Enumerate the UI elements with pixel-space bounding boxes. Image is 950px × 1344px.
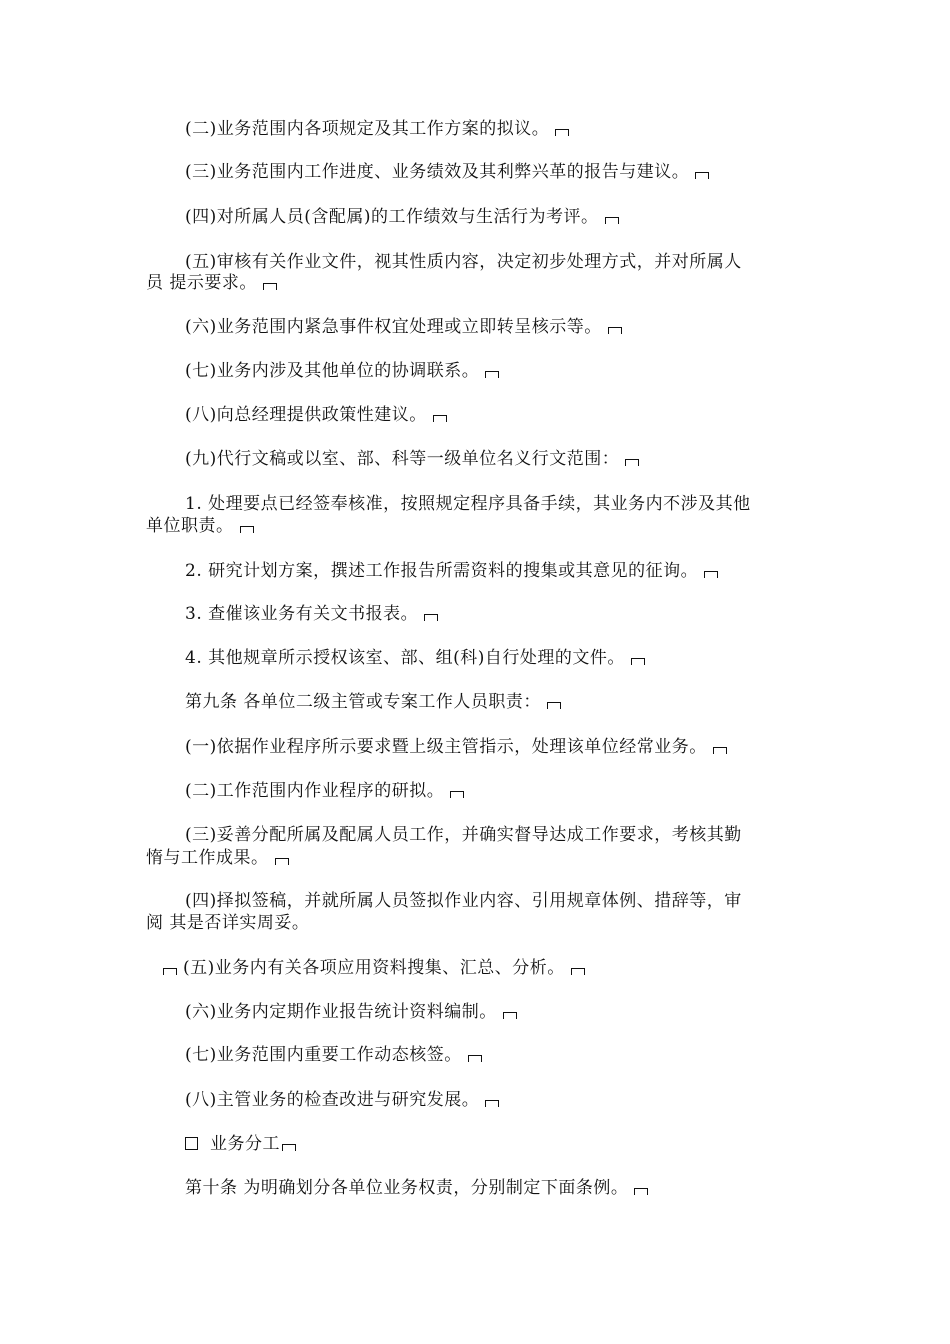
return-mark-icon — [485, 371, 499, 378]
paragraph-line — [0, 252, 950, 272]
return-mark-icon — [485, 1100, 499, 1107]
paragraph-text: (三)业务范围内工作进度、业务绩效及其利弊兴革的报告与建议。 — [185, 162, 690, 182]
return-mark-icon — [571, 968, 585, 975]
paragraph-text: (一)依据作业程序所示要求暨上级主管指示，处理该单位经常业务。 — [185, 737, 707, 757]
paragraph-line — [0, 405, 950, 425]
paragraph-line — [0, 207, 950, 227]
return-mark-icon — [424, 614, 438, 621]
paragraph-line — [0, 1002, 950, 1022]
return-mark-icon — [634, 1188, 648, 1195]
paragraph-line — [0, 781, 950, 801]
paragraph-text: 第九条 各单位二级主管或专案工作人员职责： — [185, 692, 541, 712]
return-mark-icon — [713, 747, 727, 754]
paragraph-line — [0, 162, 950, 182]
paragraph-text: 阅 其是否详实周妥。 — [146, 913, 310, 933]
paragraph-text: (四)对所属人员(含配属)的工作绩效与生活行为考评。 — [185, 207, 599, 227]
return-mark-icon — [163, 968, 177, 975]
paragraph-text: 惰与工作成果。 — [146, 848, 269, 868]
paragraph-line — [0, 958, 950, 978]
paragraph-text: 员 提示要求。 — [146, 273, 257, 293]
paragraph-text: (七)业务范围内重要工作动态核签。 — [185, 1045, 462, 1065]
paragraph-text: (七)业务内涉及其他单位的协调联系。 — [185, 361, 480, 381]
return-mark-icon — [240, 526, 254, 533]
paragraph-line — [0, 848, 950, 868]
return-mark-icon — [625, 459, 639, 466]
return-mark-icon — [608, 327, 622, 334]
paragraph-line — [0, 1090, 950, 1110]
paragraph-text: 1. 处理要点已经签奉核准，按照规定程序具备手续，其业务内不涉及其他 — [185, 494, 751, 514]
paragraph-line — [0, 561, 950, 581]
return-mark-icon — [547, 702, 561, 709]
return-mark-icon — [263, 283, 277, 290]
paragraph-line — [0, 648, 950, 668]
paragraph-text: (六)业务内定期作业报告统计资料编制。 — [185, 1002, 497, 1022]
paragraph-line — [0, 825, 950, 845]
article-heading — [0, 692, 950, 712]
paragraph-line — [0, 737, 950, 757]
paragraph-text: (九)代行文稿或以室、部、科等一级单位名义行文范围： — [185, 449, 620, 469]
paragraph-line — [0, 913, 950, 933]
return-mark-icon — [433, 415, 447, 422]
paragraph-text: (三)妥善分配所属及配属人员工作，并确实督导达成工作要求，考核其勤 — [185, 825, 742, 845]
section-heading-text: 业务分工 — [210, 1134, 280, 1154]
return-mark-icon — [503, 1012, 517, 1019]
return-mark-icon — [605, 217, 619, 224]
article-heading — [0, 1178, 950, 1198]
paragraph-line — [0, 119, 950, 139]
checkbox-square-icon — [185, 1137, 198, 1150]
paragraph-text: 2. 研究计划方案，撰述工作报告所需资料的搜集或其意见的征询。 — [185, 561, 699, 581]
return-mark-icon — [275, 858, 289, 865]
paragraph-text: 3. 查催该业务有关文书报表。 — [185, 604, 419, 624]
paragraph-line — [0, 361, 950, 381]
return-mark-icon — [468, 1055, 482, 1062]
paragraph-text: (八)主管业务的检查改进与研究发展。 — [185, 1090, 480, 1110]
section-heading — [0, 1134, 950, 1154]
paragraph-text: (五)审核有关作业文件，视其性质内容，决定初步处理方式，并对所属人 — [185, 252, 742, 272]
return-mark-icon — [282, 1144, 296, 1151]
paragraph-line — [0, 604, 950, 624]
return-mark-icon — [450, 791, 464, 798]
paragraph-line — [0, 317, 950, 337]
paragraph-text: (八)向总经理提供政策性建议。 — [185, 405, 427, 425]
return-mark-icon — [631, 658, 645, 665]
paragraph-line — [0, 1045, 950, 1065]
paragraph-line — [0, 516, 950, 536]
paragraph-line — [0, 449, 950, 469]
paragraph-line — [0, 494, 950, 514]
paragraph-text: (五)业务内有关各项应用资料搜集、汇总、分析。 — [183, 958, 565, 978]
paragraph-text: (四)择拟签稿，并就所属人员签拟作业内容、引用规章体例、措辞等，审 — [185, 891, 742, 911]
paragraph-text: (二)工作范围内作业程序的研拟。 — [185, 781, 445, 801]
return-mark-icon — [555, 129, 569, 136]
paragraph-line — [0, 273, 950, 293]
return-mark-icon — [704, 571, 718, 578]
paragraph-text: 4. 其他规章所示授权该室、部、组(科)自行处理的文件。 — [185, 648, 625, 668]
paragraph-text: 单位职责。 — [146, 516, 234, 536]
paragraph-text: (二)业务范围内各项规定及其工作方案的拟议。 — [185, 119, 550, 139]
paragraph-text: (六)业务范围内紧急事件权宜处理或立即转呈核示等。 — [185, 317, 602, 337]
paragraph-line — [0, 891, 950, 911]
return-mark-icon — [695, 172, 709, 179]
paragraph-text: 第十条 为明确划分各单位业务权责，分别制定下面条例。 — [185, 1178, 629, 1198]
